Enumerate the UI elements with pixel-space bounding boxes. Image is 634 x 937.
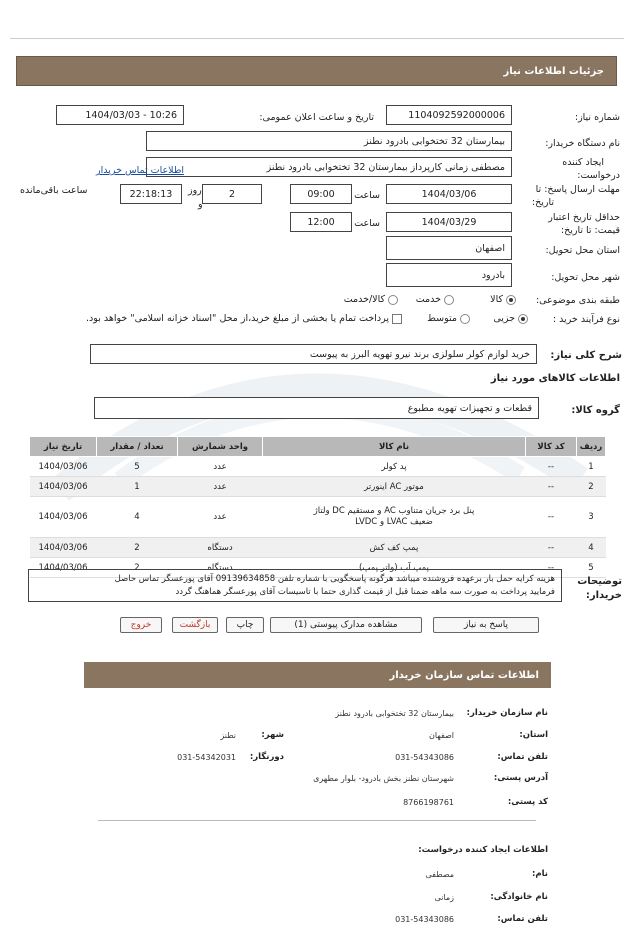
validity-label-1: حداقل تاریخ اعتبار [548,212,620,223]
reply-button[interactable]: پاسخ به نیاز [433,617,539,633]
creator-field: مصطفی زمانی کارپرداز بیمارستان 32 تختخوابی بادرود نطنز [146,157,512,177]
postal-label: کد پستی: [507,797,548,807]
contact-header [84,662,551,688]
goods-group-field: قطعات و تجهیزات تهویه مطبوع [94,397,539,419]
address-label: آدرس پستی: [493,773,548,783]
attachments-button[interactable]: مشاهده مدارک پیوستی (1) [270,617,422,633]
city-field: بادرود [386,263,512,287]
col-qty: تعداد / مقدار [97,437,178,457]
cell-unit: عدد [178,477,263,497]
buyer-org-field: بیمارستان 32 تختخوابی بادرود نطنز [146,131,512,151]
city-label: شهر محل تحویل: [551,272,620,283]
buyer-contact-link[interactable]: اطلاعات تماس خریدار [96,165,185,176]
days-field: 2 [202,184,262,204]
contact-divider [98,820,536,821]
category-option-goods[interactable]: کالا [490,294,516,305]
cell-date: 1404/03/06 [30,558,97,578]
cell-date: 1404/03/06 [30,538,97,558]
cell-qty: 2 [97,538,178,558]
cell-unit: دستگاه [178,558,263,578]
creator-label-1: ایجاد کننده [562,157,604,168]
col-name: نام کالا [263,437,526,457]
category-option-both[interactable]: کالا/خدمت [344,294,398,305]
table-row [30,538,606,558]
notes-line-2: فرمایید پرداخت به صورت سه ماهه ضمنا قبل از قیمت گذاری حتما با تاسیسات آقای پورعسگر هماهنگ گردد [175,587,555,597]
announce-field: 1404/03/03 - 10:26 [56,105,184,125]
table-header-row [30,437,606,457]
fax-label: دورنگار: [249,752,284,762]
need-number-label: شماره نیاز: [574,112,620,123]
days-label: روز [188,185,202,196]
cell-date: 1404/03/06 [30,477,97,497]
validity-date-field: 1404/03/29 [386,212,512,232]
col-row: ردیف [577,437,606,457]
notes-label-1: توضیحات [577,576,622,587]
col-code: کد کالا [526,437,577,457]
cell-code: -- [526,457,577,477]
address-value: شهرستان نطنز بخش بادرود- بلوار مطهری [313,774,454,783]
fax-value: 031-54342031 [177,753,236,762]
deadline-time-label: ساعت [354,190,380,201]
name-label: نام: [531,869,548,879]
process-label: نوع فرآیند خرید : [552,314,620,325]
exit-button[interactable]: خروج [120,617,162,633]
announce-label: تاریخ و ساعت اعلان عمومی: [259,112,374,123]
table-row [30,457,606,477]
org-label: نام سازمان خریدار: [466,708,548,718]
creator-label-2: درخواست: [577,170,620,181]
cell-row: 3 [577,497,606,538]
name-value: مصطفی [425,870,454,879]
page-header [16,56,617,86]
summary-field: خرید لوازم کولر سلولزی برند نیرو تهویه البرز به پیوست [90,344,537,364]
contact-phone-label: تلفن تماس: [497,752,548,762]
cell-unit: عدد [178,497,263,538]
cell-code: -- [526,477,577,497]
cell-code: -- [526,497,577,538]
need-number-field: 1104092592000006 [386,105,512,125]
cell-code: -- [526,558,577,578]
cell-qty: 1 [97,477,178,497]
table-row [30,497,606,538]
cell-qty: 5 [97,457,178,477]
top-divider [10,38,624,39]
col-unit: واحد شمارش [178,437,263,457]
province-label: استان محل تحویل: [545,245,620,256]
cell-row: 1 [577,457,606,477]
and-label: و [198,199,203,210]
cell-name: پمپ کف کش [263,538,526,558]
category-option-service[interactable]: خدمت [416,294,454,305]
col-date: تاریخ نیاز [30,437,97,457]
checkbox-icon [392,314,402,324]
family-label: نام خانوادگی: [490,892,548,902]
goods-table [29,436,606,578]
remaining-time-field: 22:18:13 [120,184,182,204]
radio-checked-icon [518,314,528,324]
deadline-date-field: 1404/03/06 [386,184,512,204]
deadline-label-2: تاریخ: [531,197,554,208]
cell-row: 5 [577,558,606,578]
creator-info-title: اطلاعات ایجاد کننده درخواست: [418,845,548,855]
cell-name: موتور AC اینورتر [263,477,526,497]
cell-qty: 2 [97,558,178,578]
contact-city-value: نطنز [220,731,236,740]
radio-icon [460,314,470,324]
postal-value: 8766198761 [403,798,454,807]
org-value: بیمارستان 32 تختخوابی بادرود نطنز [335,709,454,718]
goods-info-title: اطلاعات کالاهای مورد نیاز [490,373,620,384]
deadline-time-field: 09:00 [290,184,352,204]
validity-time-label: ساعت [354,218,380,229]
table-row [30,477,606,497]
contact-province-value: اصفهان [428,731,454,740]
notes-box [28,569,562,602]
cell-row: 2 [577,477,606,497]
validity-time-field: 12:00 [290,212,352,232]
cell-unit: دستگاه [178,538,263,558]
contact-city-label: شهر: [261,730,284,740]
radio-icon [388,295,398,305]
notes-line-1: هزینه کرایه حمل بار برعهده فروشنده میباشد هرگونه پاسخگویی با شماره تلفن 09139634858 آقای پورعسگر تماس حاصل [114,574,555,584]
back-button[interactable]: بازگشت [172,617,218,633]
cell-name: پد کولر [263,457,526,477]
category-label: طبقه بندی موضوعی: [535,295,620,306]
buyer-org-label: نام دستگاه خریدار: [545,138,620,149]
contact-province-label: استان: [519,730,548,740]
summary-label: شرح کلی نیاز: [550,350,622,361]
contact-phone-value: 031-54343086 [395,753,454,762]
payment-note[interactable]: پرداخت تمام یا بخشی از مبلغ خرید،از محل "اسناد خزانه اسلامی" خواهد بود. [86,313,402,324]
creator-phone-value: 031-54343086 [395,915,454,924]
province-field: اصفهان [386,236,512,260]
cell-date: 1404/03/06 [30,497,97,538]
cell-name: پنل برد جریان متناوب AC و مستقیم DC ولتاژ ضعیف LVAC و LVDC [263,497,526,538]
goods-group-label: گروه کالا: [571,405,620,416]
cell-qty: 4 [97,497,178,538]
cell-date: 1404/03/06 [30,457,97,477]
deadline-label-1: مهلت ارسال پاسخ: تا [535,184,620,195]
process-option-medium[interactable]: متوسط [427,313,470,324]
contact-title: اطلاعات تماس سازمان خریدار [389,669,539,681]
page-title: جزئیات اطلاعات نیاز [503,65,604,77]
cell-unit: عدد [178,457,263,477]
process-option-minor[interactable]: جزیی [493,313,528,324]
cell-code: -- [526,538,577,558]
remaining-label: ساعت باقی‌مانده [20,185,88,196]
validity-label-2: قیمت: تا تاریخ: [560,225,620,236]
radio-checked-icon [506,295,516,305]
creator-phone-label: تلفن تماس: [497,914,548,924]
notes-label-2: خریدار: [585,590,622,601]
cell-row: 4 [577,538,606,558]
cell-name: پمپ آب (واتر پمپ) [263,558,526,578]
radio-icon [444,295,454,305]
family-value: زمانی [434,893,454,902]
print-button[interactable]: چاپ [226,617,264,633]
